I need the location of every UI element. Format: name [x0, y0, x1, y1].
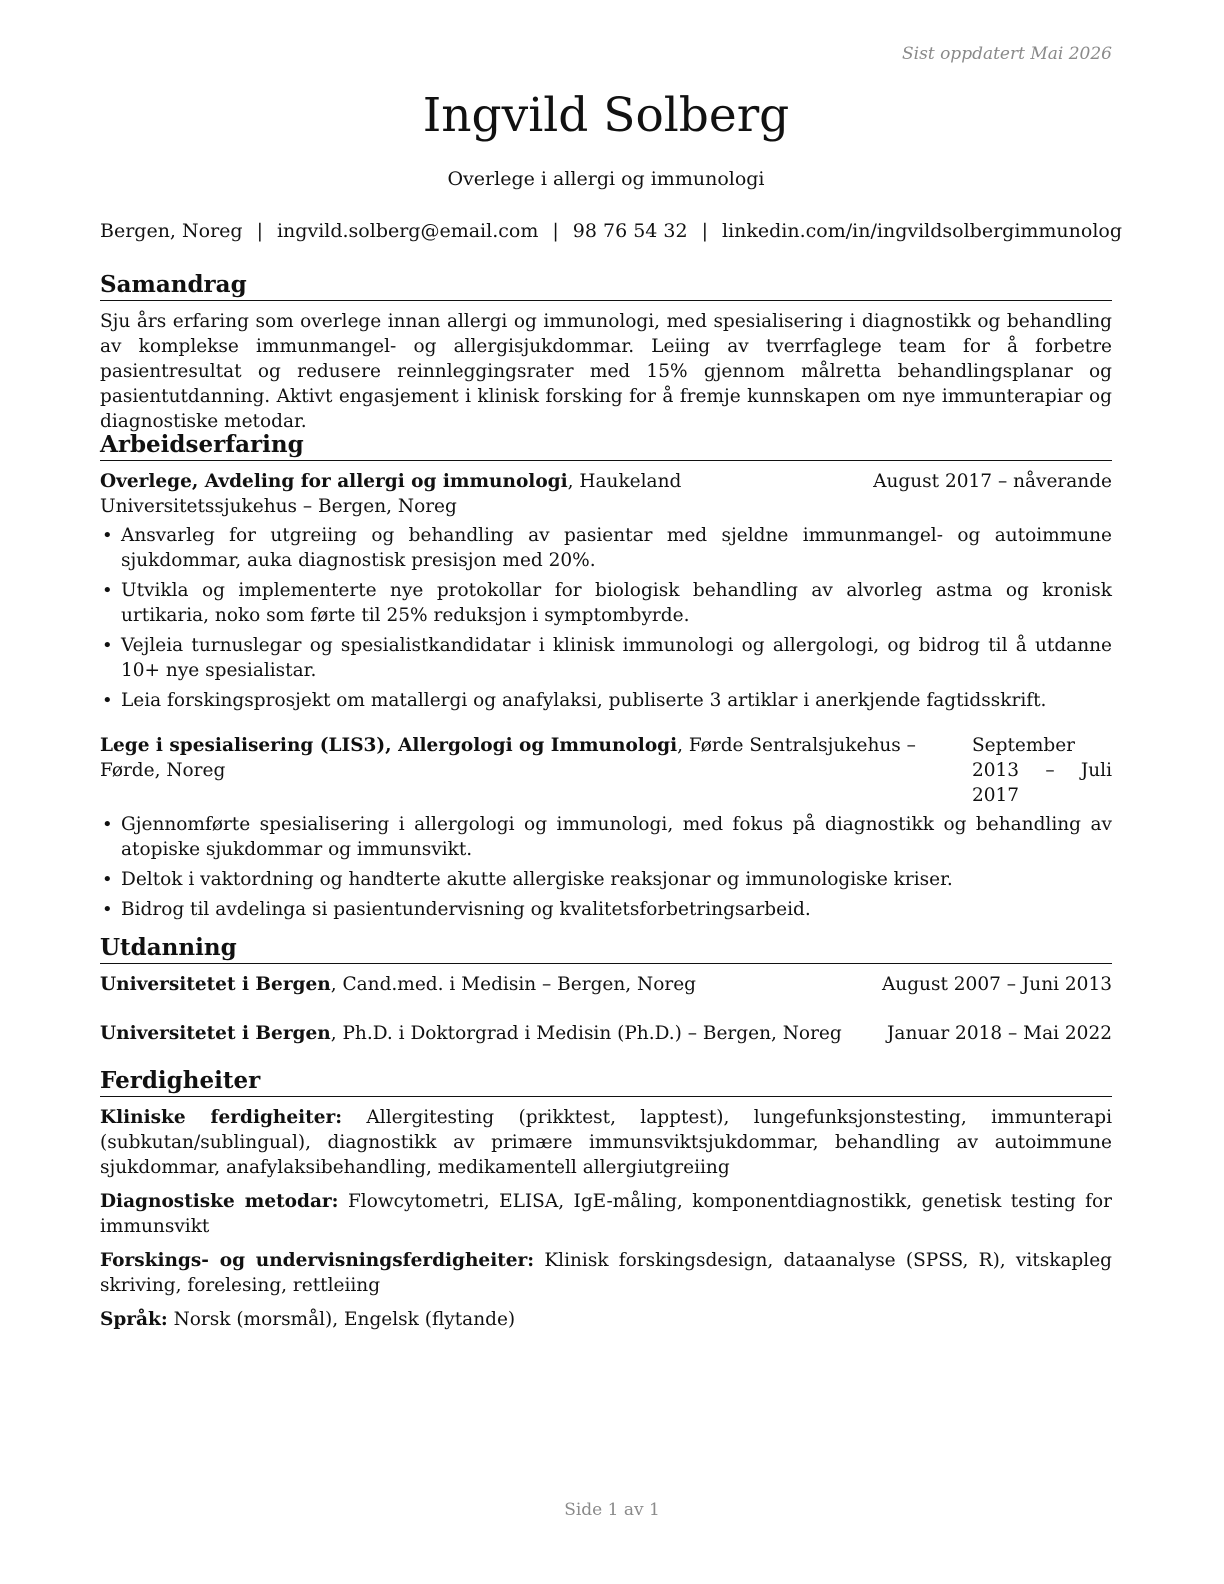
bullet-icon: • — [102, 869, 113, 890]
bullet-icon: • — [102, 899, 113, 920]
job-employer: , Haukeland Universitetssjukehus – Bergen, Noreg — [100, 471, 682, 517]
skill-label: Diagnostiske metodar: — [100, 1191, 339, 1212]
education-school: Universitetet i Bergen — [100, 974, 331, 995]
bullet-text: Ansvarleg for utgreiing og behandling av pasientar med sjeldne immunmangel- og autoimmune sjukdommar, auka diagnostisk presisjon med 20%. — [121, 525, 1112, 571]
bullet-text: Bidrog til avdelinga si pasientundervisning og kvalitetsforbetringsarbeid. — [121, 899, 811, 920]
education-detail: , Ph.D. i Doktorgrad i Medisin (Ph.D.) – Bergen, Noreg — [330, 1023, 842, 1044]
candidate-name: Ingvild Solberg — [422, 88, 790, 143]
job-dates: September 2013 – Juli 2017 — [972, 735, 1112, 806]
education-dates: August 2007 – Juni 2013 — [881, 974, 1112, 995]
skill-text: Norsk (morsmål), Engelsk (flytande) — [167, 1309, 516, 1330]
list-item — [100, 897, 1112, 922]
contact-separator: | — [701, 220, 708, 242]
last-updated: Sist oppdatert Mai 2026 — [902, 44, 1112, 64]
contact-location: Bergen, Noreg — [100, 220, 243, 242]
bullet-text: Deltok i vaktordning og handterte akutte allergiske reaksjonar og immunologiske kriser. — [121, 869, 953, 890]
bullet-text: Vejleia turnuslegar og spesialistkandidatar i klinisk immunologi og allergologi, og bidrog til å utdanne 10+ nye spesialistar. — [121, 635, 1112, 681]
education-section — [100, 933, 1112, 1070]
bullet-icon: • — [102, 635, 113, 656]
contact-separator: | — [256, 220, 263, 242]
bullet-icon: • — [102, 690, 113, 711]
job-bullets — [100, 523, 1112, 713]
job-role: Lege i spesialisering (LIS3), Allergologi og Immunologi — [100, 735, 678, 756]
skill-item — [100, 1105, 1112, 1180]
education-school: Universitetet i Bergen — [100, 1023, 331, 1044]
skill-item — [100, 1248, 1112, 1298]
education-detail: , Cand.med. i Medisin – Bergen, Noreg — [330, 974, 696, 995]
bullet-icon: • — [102, 580, 113, 601]
job-bullets — [100, 812, 1112, 922]
skill-text: Flowcytometri, ELISA, IgE-måling, komponentdiagnostikk, genetisk testing for immunsvikt — [100, 1191, 1112, 1237]
summary-section — [100, 270, 1112, 434]
skill-item — [100, 1307, 1112, 1332]
skill-text: Klinisk forskingsdesign, dataanalyse (SPSS, R), vitskapleg skriving, forelesing, rettleiing — [100, 1250, 1112, 1296]
job-dates: August 2017 – nåverande — [873, 471, 1112, 492]
contact-line — [100, 218, 1123, 244]
education-dates: Januar 2018 – Mai 2022 — [887, 1023, 1112, 1044]
summary-heading: Samandrag — [100, 270, 1112, 301]
list-item — [100, 633, 1112, 683]
page-number: Side 1 av 1 — [564, 1500, 660, 1520]
list-item — [100, 867, 1112, 892]
skills-heading: Ferdigheiter — [100, 1066, 1112, 1097]
bullet-icon: • — [102, 525, 113, 546]
list-item — [100, 812, 1112, 862]
skill-label: Forskings- og undervisningsferdigheiter: — [100, 1250, 535, 1271]
contact-linkedin[interactable]: linkedin.com/in/ingvildsolbergimmunolog — [722, 220, 1123, 242]
list-item — [100, 578, 1112, 628]
summary-text: Sju års erfaring som overlege innan allergi og immunologi, med spesialisering i diagnostikk og behandling av komplekse immunmangel- og allergisjukdommar. Leiing av tverrfaglege team for å forbetre pasientresultat og redusere reinnleggingsrater med 15% gjennom målretta behandlingsplanar og pasientutdanning. Aktivt engasjement i klinisk forsking for å fremje kunnskapen om nye immunterapiar og diagnostiske metodar. — [100, 311, 1112, 432]
education-entry — [100, 972, 1112, 997]
job-title-line — [100, 733, 966, 783]
bullet-text: Leia forskingsprosjekt om matallergi og anafylaksi, publiserte 3 artiklar i anerkjende fagtidsskrift. — [121, 690, 1047, 711]
job-title-line — [100, 469, 867, 519]
skills-section — [100, 1066, 1112, 1341]
experience-heading: Arbeidserfaring — [100, 430, 1112, 461]
education-title-line — [100, 1021, 842, 1046]
job-role: Overlege, Avdeling for allergi og immunologi — [100, 471, 568, 492]
candidate-title: Overlege i allergi og immunologi — [447, 168, 765, 190]
job-entry — [100, 733, 1112, 922]
bullet-text: Gjennomførte spesialisering i allergologi og immunologi, med fokus på diagnostikk og behandling av atopiske sjukdommar og immunsvikt. — [121, 814, 1112, 860]
contact-phone: 98 76 54 32 — [572, 220, 688, 242]
skill-label: Språk: — [100, 1309, 168, 1330]
skill-item — [100, 1189, 1112, 1239]
list-item — [100, 688, 1112, 713]
bullet-text: Utvikla og implementerte nye protokollar for biologisk behandling av alvorleg astma og kronisk urtikaria, noko som førte til 25% reduksjon i symptombyrde. — [121, 580, 1112, 626]
contact-email[interactable]: ingvild.solberg@email.com — [276, 220, 539, 242]
bullet-icon: • — [102, 814, 113, 835]
job-header — [100, 733, 1112, 808]
contact-separator: | — [552, 220, 559, 242]
skill-text: Allergitesting (prikktest, lapptest), lungefunksjonstesting, immunterapi (subkutan/sublingual), diagnostikk av primære immunsviktsjukdommar, behandling av autoimmune sjukdommar, anafylaksibehandling, medikamentell allergiutgreiing — [100, 1107, 1112, 1178]
job-header — [100, 469, 1112, 519]
job-entry — [100, 469, 1112, 713]
education-heading: Utdanning — [100, 933, 1112, 964]
list-item — [100, 523, 1112, 573]
education-entry — [100, 1021, 1112, 1046]
education-title-line — [100, 972, 696, 997]
job-employer: , Førde Sentralsjukehus – Førde, Noreg — [100, 735, 916, 781]
skill-label: Kliniske ferdigheiter: — [100, 1107, 343, 1128]
experience-section — [100, 430, 1112, 927]
